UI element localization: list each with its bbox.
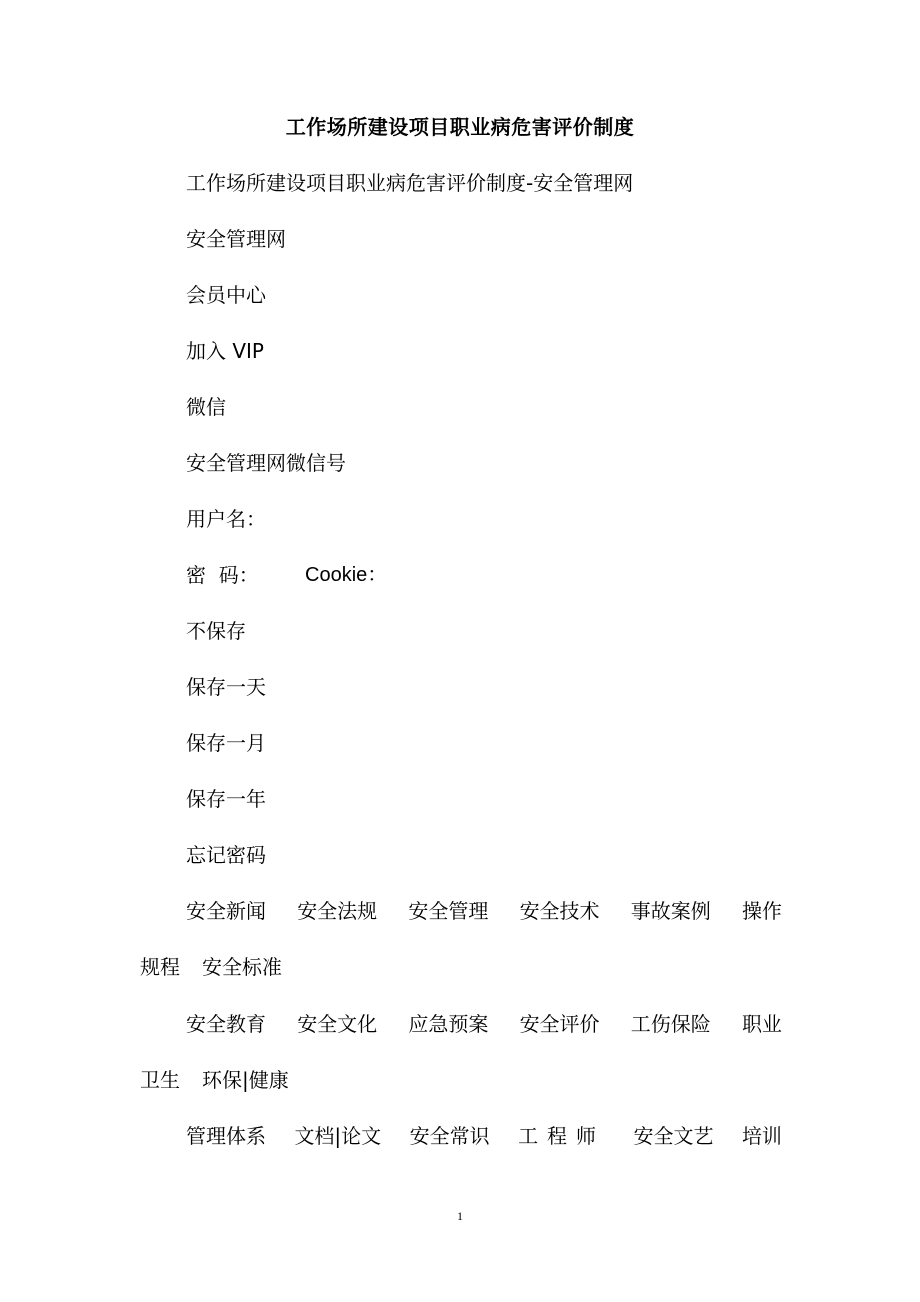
nav-item[interactable]: 安全管理 [408, 899, 489, 923]
nav-row-1-continued [140, 953, 282, 981]
nav-item[interactable]: 培训 [741, 1124, 782, 1148]
member-center-link[interactable]: 会员中心 [186, 283, 266, 307]
nav-item[interactable]: 环保|健康 [202, 1068, 289, 1092]
nav-item[interactable]: 操作 [741, 899, 782, 923]
document-title: 工作场所建设项目职业病危害评价制度 [285, 115, 635, 139]
nav-row-1 [186, 897, 782, 925]
nav-item[interactable]: 安全教育 [186, 1012, 266, 1036]
nav-item[interactable]: 文档|论文 [294, 1124, 382, 1148]
username-label: 用户名： [186, 507, 266, 531]
nav-item[interactable]: 卫生 [140, 1068, 180, 1092]
cookie-option-year[interactable]: 保存一年 [186, 787, 266, 811]
nav-item[interactable]: 安全法规 [297, 899, 378, 923]
join-vip-link[interactable]: 加入 VIP [186, 339, 264, 363]
nav-item[interactable]: 安全评价 [519, 1012, 600, 1036]
cookie-option-day[interactable]: 保存一天 [186, 675, 266, 699]
nav-item[interactable]: 安全常识 [409, 1124, 490, 1148]
nav-item[interactable]: 安全文化 [297, 1012, 378, 1036]
subtitle-line: 工作场所建设项目职业病危害评价制度-安全管理网 [186, 171, 634, 195]
nav-row-3 [186, 1122, 782, 1150]
forgot-password-link[interactable]: 忘记密码 [186, 843, 266, 867]
nav-item[interactable]: 安全标准 [202, 955, 282, 979]
password-label: 密 码： [186, 563, 259, 587]
wechat-account-text: 安全管理网微信号 [186, 451, 346, 475]
cookie-label: Cookie： [305, 564, 388, 586]
nav-row-2 [186, 1010, 782, 1038]
cookie-option-month[interactable]: 保存一月 [186, 731, 266, 755]
nav-item[interactable]: 安全技术 [519, 899, 600, 923]
cookie-option-none[interactable]: 不保存 [186, 619, 246, 643]
nav-item[interactable]: 安全新闻 [186, 899, 266, 923]
nav-item[interactable]: 规程 [140, 955, 180, 979]
nav-item[interactable]: 事故案例 [630, 899, 711, 923]
password-row [186, 561, 388, 589]
nav-item[interactable]: 管理体系 [186, 1124, 266, 1148]
nav-item[interactable]: 工伤保险 [630, 1012, 711, 1036]
nav-item[interactable]: 职业 [741, 1012, 782, 1036]
nav-item[interactable]: 应急预案 [408, 1012, 489, 1036]
nav-row-2-continued [140, 1066, 289, 1094]
nav-item[interactable]: 工程师 [518, 1124, 606, 1148]
site-name-link[interactable]: 安全管理网 [186, 227, 286, 251]
page-number: 1 [457, 1209, 463, 1223]
nav-item[interactable]: 安全文艺 [633, 1124, 714, 1148]
wechat-link[interactable]: 微信 [186, 395, 226, 419]
